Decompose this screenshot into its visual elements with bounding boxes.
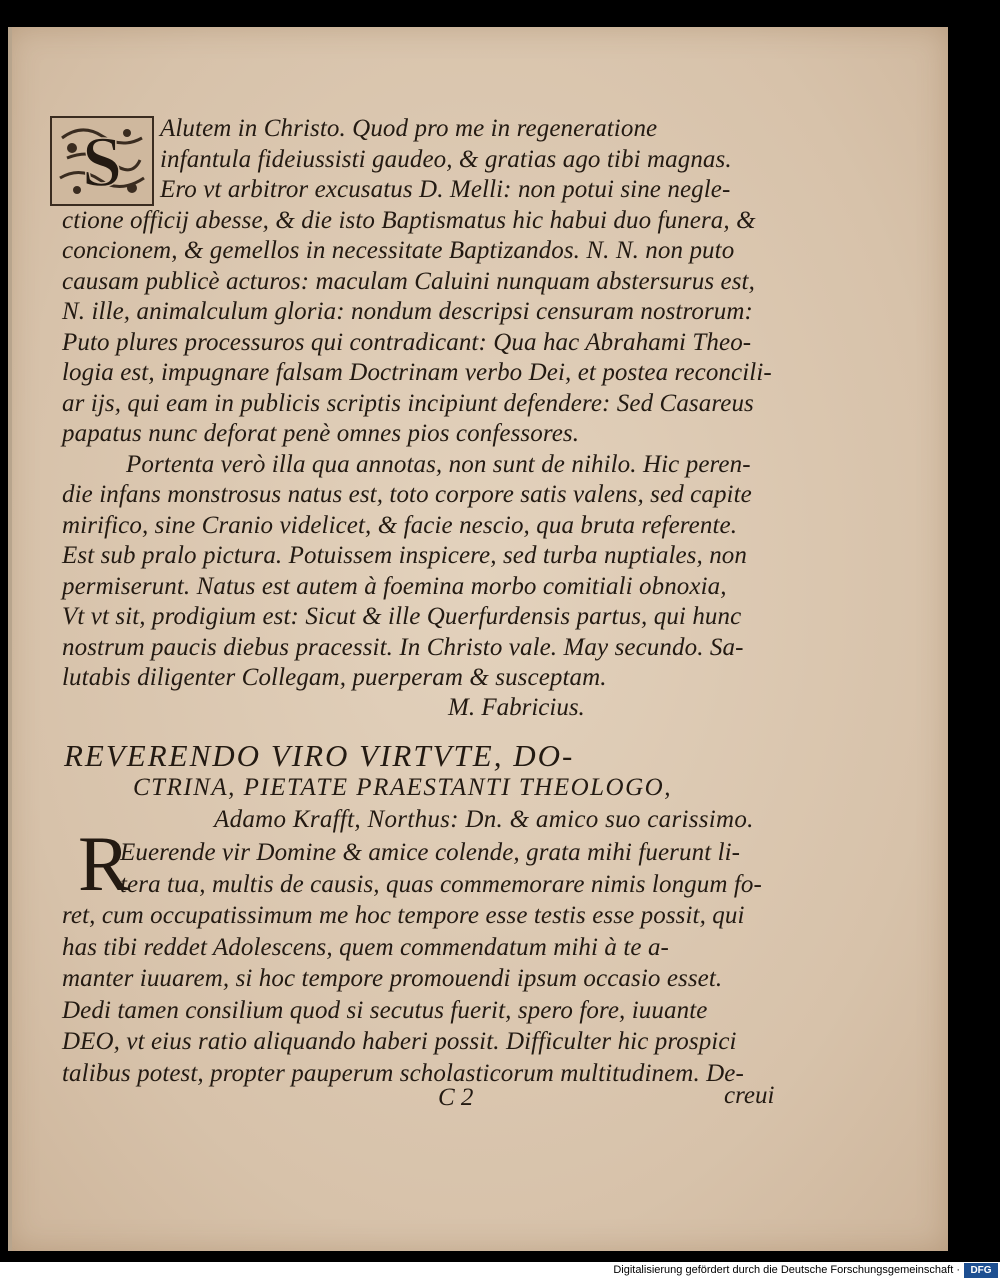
text-line: causam publicè acturos: maculam Caluini nunquam abstersurus est,: [62, 267, 755, 295]
text-line: N. ille, animalculum gloria: nondum descripsi censuram nostrorum:: [62, 298, 753, 325]
text-line: Ero vt arbitror excusatus D. Melli: non potui sine negle-: [160, 176, 731, 203]
text-line: has tibi reddet Adolescens, quem commendatum mihi à te a-: [62, 933, 669, 961]
text-line: infantula fideiussisti gaudeo, & gratias ago tibi magnas.: [160, 145, 732, 173]
text-line: tera tua, multis de causis, quas commemorare nimis longum fo-: [120, 870, 762, 898]
ornamental-initial-letter: S: [81, 122, 123, 202]
text-line: Est sub pralo pictura. Potuissem inspicere, sed turba nuptiales, non: [62, 542, 748, 569]
signature-mark: C 2: [438, 1084, 474, 1111]
drop-initial-r: R: [78, 820, 131, 907]
text-line: nostrum paucis diebus pracessit. In Christo vale. May secundo. Sa-: [62, 633, 744, 661]
text-line: ar ijs, qui eam in publicis scriptis incipiunt defendere: Sed Casareus: [62, 389, 754, 417]
heading-line-3: Adamo Krafft, Northus: Dn. & amico suo carissimo.: [214, 806, 754, 833]
text-line: talibus potest, propter pauperum scholasticorum multitudinem. De-: [62, 1059, 744, 1087]
text-line: permiserunt. Natus est autem à foemina morbo comitiali obnoxia,: [62, 572, 727, 600]
signature: M. Fabricius.: [448, 694, 585, 721]
text-line: ctione officij abesse, & die isto Baptismatus hic habui duo funera, &: [62, 206, 756, 234]
footer-credit: Digitalisierung gefördert durch die Deutsche Forschungsgemeinschaft ·: [613, 1264, 960, 1276]
text-line: Euerende vir Domine & amice colende, grata mihi fuerunt li-: [120, 839, 741, 866]
heading-line-2: CTRINA, PIETATE PRAESTANTI THEOLOGO,: [133, 774, 672, 801]
page-edge: [8, 27, 12, 1251]
heading-line-1: REVERENDO VIRO VIRTVTE, DO-: [64, 738, 575, 773]
text-line: manter iuuarem, si hoc tempore promouendi ipsum occasio esset.: [62, 965, 723, 992]
text-line: papatus nunc deforat penè omnes pios confessores.: [62, 420, 580, 447]
text-line: Alutem in Christo. Quod pro me in regeneratione: [160, 115, 658, 142]
text-line: lutabis diligenter Collegam, puerperam & susceptam.: [62, 664, 607, 691]
dfg-logo: DFG: [964, 1263, 998, 1278]
text-line: logia est, impugnare falsam Doctrinam verbo Dei, et postea reconcili-: [62, 359, 772, 386]
ornamental-initial: [50, 116, 154, 206]
text-line: DEO, vt eius ratio aliquando haberi possit. Difficulter hic prospici: [62, 1028, 737, 1055]
text-line: mirifico, sine Cranio videlicet, & facie nescio, qua bruta referente.: [62, 511, 738, 539]
text-line: Vt vt sit, prodigium est: Sicut & ille Querfurdensis partus, qui hunc: [62, 603, 742, 630]
text-line: Portenta verò illa qua annotas, non sunt de nihilo. Hic peren-: [126, 450, 751, 478]
footer-bar: [0, 1262, 1000, 1279]
text-line: die infans monstrosus natus est, toto corpore satis valens, sed capite: [62, 481, 752, 508]
text-line: concionem, & gemellos in necessitate Baptizandos. N. N. non puto: [62, 237, 735, 264]
catchword: creui: [724, 1082, 775, 1109]
text-line: Dedi tamen consilium quod si secutus fuerit, spero fore, iuuante: [62, 996, 708, 1024]
text-line: ret, cum occupatissimum me hoc tempore esse testis esse possit, qui: [62, 902, 745, 929]
text-line: Puto plures processuros qui contradicant: Qua hac Abrahami Theo-: [62, 328, 752, 356]
